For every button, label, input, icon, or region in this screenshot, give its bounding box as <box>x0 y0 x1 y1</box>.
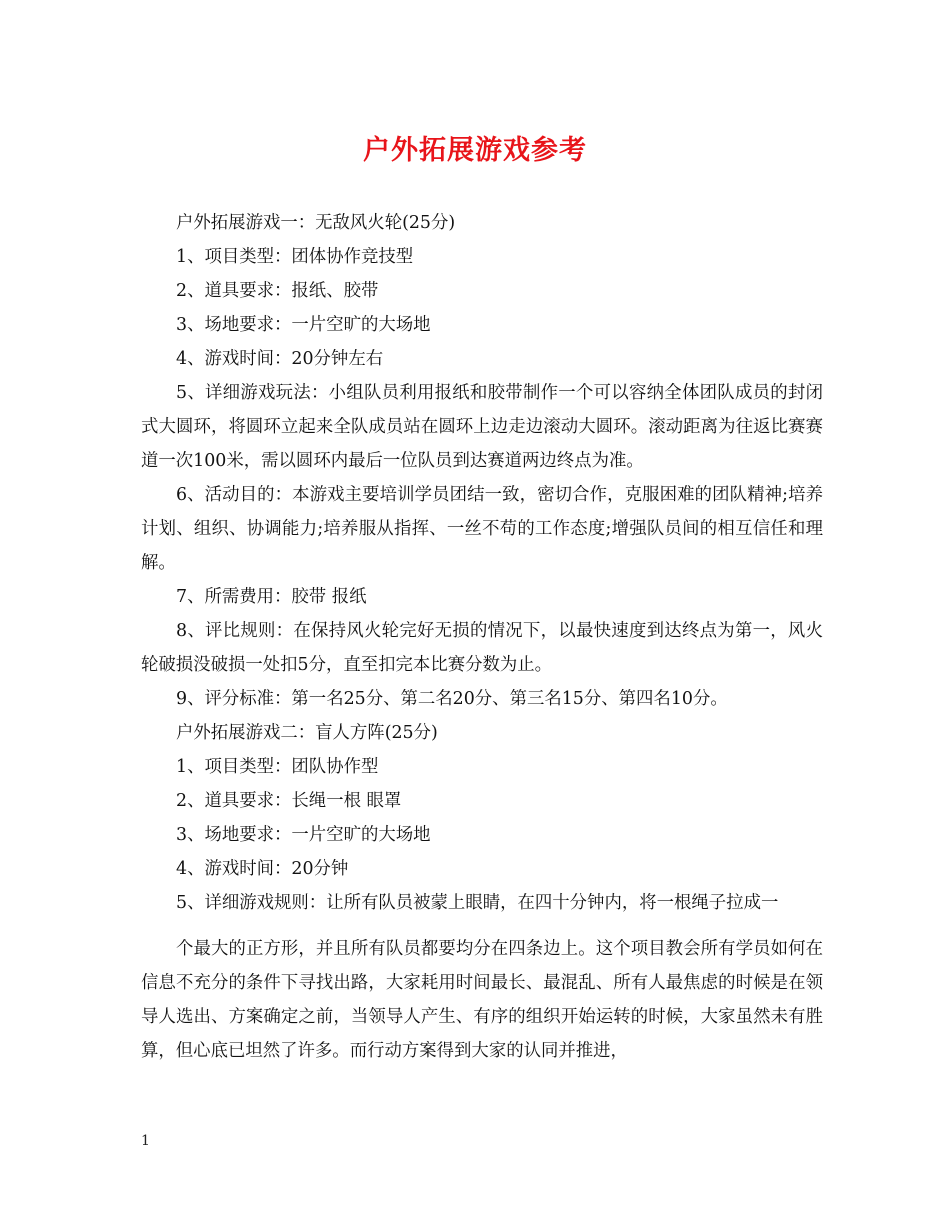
game-two-item-props: 2、道具要求：长绳一根 眼罩 <box>176 791 402 811</box>
game-one-heading: 户外拓展游戏一：无敌风火轮(25分) <box>176 213 456 233</box>
game-two-item-time: 4、游戏时间：20分钟 <box>176 859 349 879</box>
game-two-item-venue: 3、场地要求：一片空旷的大场地 <box>176 825 431 845</box>
game-one-item-props: 2、道具要求：报纸、胶带 <box>176 281 379 301</box>
game-one-item-play: 5、详细游戏玩法：小组队员利用报纸和胶带制作一个可以容纳全体团队成员的封闭式大圆环，将圆环立起来全队成员站在圆环上边走边滚动大圆环。滚动距离为往返比赛赛道一次100米，需以圆环内最后一位队员到达赛道两边终点为准。 <box>141 383 823 471</box>
game-one-item-scoring: 9、评分标准：第一名25分、第二名20分、第三名15分、第四名10分。 <box>176 689 728 709</box>
document-title: 户外拓展游戏参考 <box>363 135 587 166</box>
page-number: 1 <box>141 1133 150 1149</box>
game-two-item-type: 1、项目类型：团队协作型 <box>176 757 379 777</box>
game-one-item-purpose: 6、活动目的：本游戏主要培训学员团结一致，密切合作，克服困难的团队精神;培养计划、组织、协调能力;培养服从指挥、一丝不苟的工作态度;增强队员间的相互信任和理解。 <box>141 485 823 573</box>
game-one-item-venue: 3、场地要求：一片空旷的大场地 <box>176 315 431 335</box>
game-one-item-time: 4、游戏时间：20分钟左右 <box>176 349 384 369</box>
game-two-item-rules-continued: 个最大的正方形，并且所有队员都要均分在四条边上。这个项目教会所有学员如何在信息不充分的条件下寻找出路，大家耗用时间最长、最混乱、所有人最焦虑的时候是在领导人选出、方案确定之前，当领导人产生、有序的组织开始运转的时候，大家虽然未有胜算，但心底已坦然了许多。而行动方案得到大家的认同并推进， <box>141 939 823 1061</box>
game-one-item-rules: 8、评比规则：在保持风火轮完好无损的情况下，以最快速度到达终点为第一，风火轮破损没破损一处扣5分，直至扣完本比赛分数为止。 <box>141 621 823 675</box>
document-body <box>141 206 823 1068</box>
game-two-item-rules: 5、详细游戏规则：让所有队员被蒙上眼睛，在四十分钟内，将一根绳子拉成一 <box>176 893 779 913</box>
game-one-item-cost: 7、所需费用：胶带 报纸 <box>176 587 367 607</box>
game-one-item-type: 1、项目类型：团体协作竞技型 <box>176 247 414 267</box>
game-two-heading: 户外拓展游戏二：盲人方阵(25分) <box>176 723 438 743</box>
